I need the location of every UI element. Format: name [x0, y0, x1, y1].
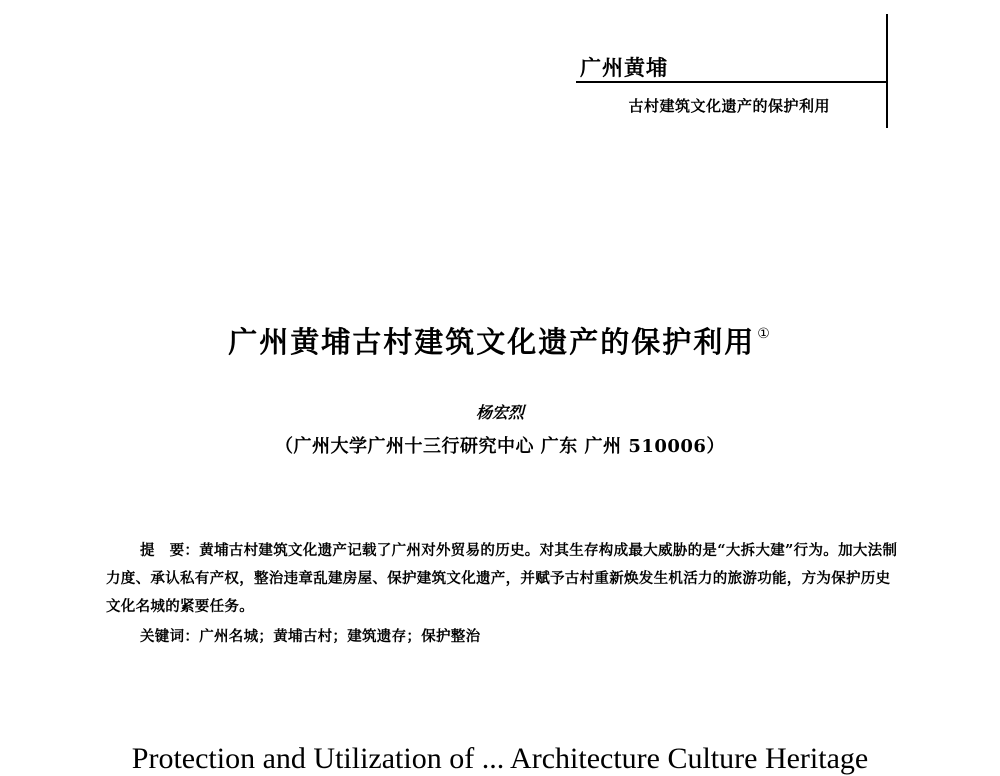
article-title: [0, 320, 1000, 361]
english-title: Protection and Utilization of ... Architecture Culture Heritage: [131, 742, 869, 775]
keywords-text: 广州名城；黄埔古村；建筑遗存；保护整治: [199, 628, 481, 645]
author-name: 杨宏烈: [475, 403, 524, 422]
header-rule: [576, 81, 886, 83]
abstract-label: 提 要：: [140, 543, 200, 559]
series-title: 广州黄埔: [580, 56, 668, 80]
margin-vertical-rule: [886, 14, 888, 128]
keywords-line: [140, 625, 480, 646]
abstract-paragraph: [106, 537, 898, 621]
article-title-text: 广州黄埔古村建筑文化遗产的保护利用: [228, 325, 756, 359]
header-subtitle: 古村建筑文化遗产的保护利用: [628, 97, 830, 115]
author-affiliation: （广州大学广州十三行研究中心 广东 广州 510006）: [275, 436, 725, 457]
keywords-label: 关键词：: [140, 629, 200, 645]
abstract-text: 黄埔古村建筑文化遗产记载了广州对外贸易的历史。对其生存构成最大威胁的是“大拆大建”行为。加大法制力度、承认私有产权，整治违章乱建房屋、保护建筑文化遗产，并赋予古村重新焕发生机活力的旅游功能，方为保护历史文化名城的紧要任务。: [106, 542, 898, 615]
footnote-mark[interactable]: ①: [757, 326, 772, 342]
